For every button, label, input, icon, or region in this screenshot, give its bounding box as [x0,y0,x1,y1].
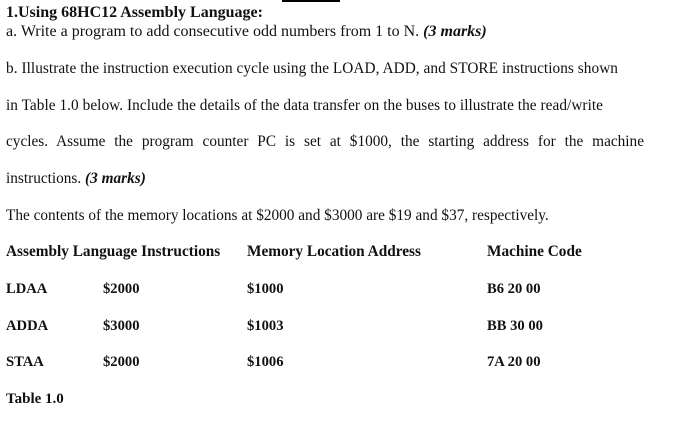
part-a-body: a. Write a program to add consecutive odd numbers from 1 to N. [6,23,424,40]
row-2-code: BB 30 00 [487,318,543,334]
row-2-address: $1003 [247,318,284,334]
part-a-text [6,23,487,41]
part-b-line-1: b. Illustrate the instruction execution cycle using the LOAD, ADD, and STORE instructions shown [6,60,619,77]
part-b-line-4 [6,170,146,188]
table-caption: Table 1.0 [6,391,64,407]
part-b-line-4-body: instructions. [6,170,86,187]
part-b-line-3: cycles. Assume the program counter PC is set at $1000, the starting address for the machine [6,133,644,150]
row-3-operand: $2000 [103,354,140,370]
part-b-line-2: in Table 1.0 below. Include the details of the data transfer on the buses to illustrate the read/write [6,97,604,114]
row-2-mnemonic: ADDA [6,318,49,334]
row-1-address: $1000 [247,281,284,297]
question-heading: 1.Using 68HC12 Assembly Language: [6,4,263,21]
header-instructions: Assembly Language Instructions [6,243,221,260]
row-1-code: B6 20 00 [487,281,541,297]
part-a-marks: (3 marks) [423,23,487,40]
memory-note: The contents of the memory locations at $2000 and $3000 are $19 and $37, respectively. [6,207,549,224]
row-3-mnemonic: STAA [6,354,44,370]
row-3-address: $1006 [247,354,284,370]
row-1-operand: $2000 [103,281,140,297]
top-rule [282,0,340,2]
row-3-code: 7A 20 00 [487,354,541,370]
part-b-marks: (3 marks) [85,170,146,187]
header-address: Memory Location Address [247,243,421,260]
row-2-operand: $3000 [103,318,140,334]
header-machine-code: Machine Code [487,243,582,260]
row-1-mnemonic: LDAA [6,281,48,297]
